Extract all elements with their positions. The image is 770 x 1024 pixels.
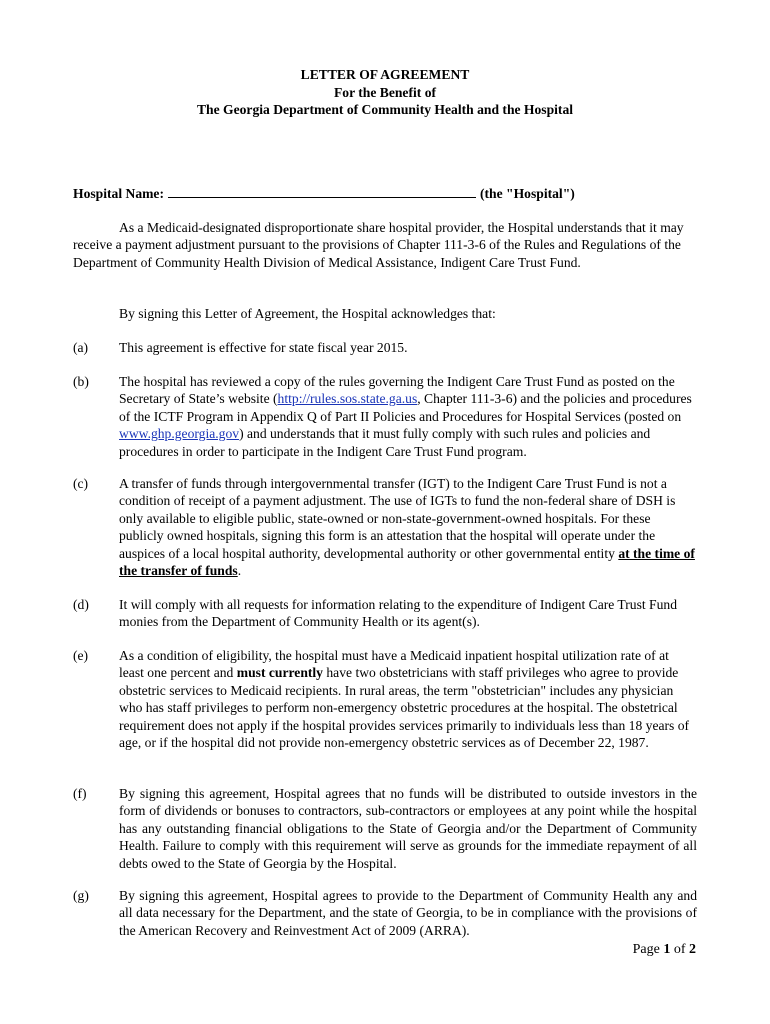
clause-b-text (119, 373, 697, 460)
clause-a-label: (a) (73, 340, 89, 355)
ghp-georgia-link[interactable]: www.ghp.georgia.gov (119, 426, 240, 442)
hospital-name-label: Hospital Name: (73, 186, 164, 201)
clause-e-label: (e) (73, 648, 89, 663)
clause-e-text-part1: As a condition of eligibility, the hospital must have a Medicaid inpatient hospital utilization rate of at least one percent and (119, 648, 669, 681)
clause-g-text: By signing this agreement, Hospital agrees to provide to the Department of Community Health any and all data necessary for the Department, and the state of Georgia, to be in compliance with the provisions of the American Recovery and Reinvestment Act of 2009 (ARRA). (119, 888, 697, 938)
clause-f (73, 785, 697, 872)
hospital-name-blank[interactable] (168, 185, 476, 198)
page-of-word: of (673, 942, 686, 957)
clause-b-label: (b) (73, 374, 89, 389)
clause-e-emphasis: must currently (236, 665, 323, 681)
clause-c (73, 475, 697, 579)
clause-d-label: (d) (73, 597, 89, 612)
clause-b-text-part1: The hospital has reviewed a copy of the rules governing the Indigent Care Trust Fund as posted on the Secretary of State’s website ( (119, 374, 675, 407)
header-subtitle: For the Benefit of (333, 84, 437, 100)
page-total: 2 (689, 942, 696, 957)
sos-rules-link[interactable]: http://rules.sos.state.ga.us (277, 391, 418, 407)
clause-a (73, 339, 697, 356)
document-header (0, 66, 770, 119)
header-parties: The Georgia Department of Community Health and the Hospital (196, 102, 574, 117)
document-title: LETTER OF AGREEMENT (300, 67, 470, 82)
clause-c-text (119, 475, 697, 579)
clause-e-text-part2: have two obstetricians with staff privileges who agree to provide obstetric services to Medicaid recipients. In rural areas, the term "obstetrician" includes any physician who has staff privileges to perform non-emergency obstetric procedures at the hospital. The obstetrical requirement does not apply if the hospital provides services primarily to individuals less than 18 years of age, or if the hospital did not provide non-emergency obstetric services as of December 22, 1987. (119, 665, 690, 751)
clause-b-text-part2: , Chapter 111-3-6) and the policies and procedures of the ICTF Program in Appendix Q of Part II Policies and Procedures for Hospital Services (posted on (119, 391, 692, 424)
hospital-name-row (73, 185, 703, 203)
clause-e (73, 647, 697, 751)
hospital-name-suffix: (the "Hospital") (480, 186, 575, 201)
page-current: 1 (663, 942, 671, 957)
clause-d (73, 596, 697, 631)
clause-c-text-part2: . (237, 563, 242, 579)
page-number (633, 942, 696, 958)
clause-f-label: (f) (73, 786, 87, 801)
clause-e-text (119, 647, 697, 751)
clause-c-label: (c) (73, 476, 89, 491)
clause-g (73, 887, 697, 939)
clause-c-text-part1: A transfer of funds through intergovernmental transfer (IGT) to the Indigent Care Trust Fund is not a condition of receipt of a payment adjustment. The use of IGTs to fund the non-federal share of DSH is only available to eligible public, state-owned or non-state-government-owned hospitals. For these publicly owned hospitals, signing this form is an attestation that the hospital will operate under the auspices of a local hospital authority, developmental authority or other governmental entity (119, 476, 676, 561)
clause-c-emphasis: at the time of the transfer of funds (119, 545, 695, 579)
clause-b (73, 373, 697, 460)
acknowledgement-paragraph: By signing this Letter of Agreement, the Hospital acknowledges that: (119, 306, 496, 321)
clause-a-text: This agreement is effective for state fiscal year 2015. (119, 340, 408, 355)
clause-g-label: (g) (73, 888, 89, 903)
intro-paragraph: As a Medicaid-designated disproportionate share hospital provider, the Hospital understands that it may receive a payment adjustment pursuant to the provisions of Chapter 111-3-6 of the Rules and Regulations of the Department of Community Health Division of Medical Assistance, Indigent Care Trust Fund. (73, 220, 684, 270)
clause-b-text-part3: ) and understands that it must fully comply with such rules and policies and procedures in order to participate in the Indigent Care Trust Fund program. (119, 426, 651, 459)
clause-d-text: It will comply with all requests for information relating to the expenditure of Indigent Care Trust Fund monies from the Department of Community Health or its agent(s). (119, 597, 678, 630)
page-word: Page (632, 942, 660, 957)
clause-f-text: By signing this agreement, Hospital agrees that no funds will be distributed to outside investors in the form of dividends or bonuses to contractors, sub-contractors or employees at any point while the hospital has any outstanding financial obligations to the State of Georgia and/or the Department of Community Health. Failure to comply with this requirement will serve as grounds for the immediate repayment of all debts owed to the State of Georgia by the Hospital. (119, 786, 697, 871)
